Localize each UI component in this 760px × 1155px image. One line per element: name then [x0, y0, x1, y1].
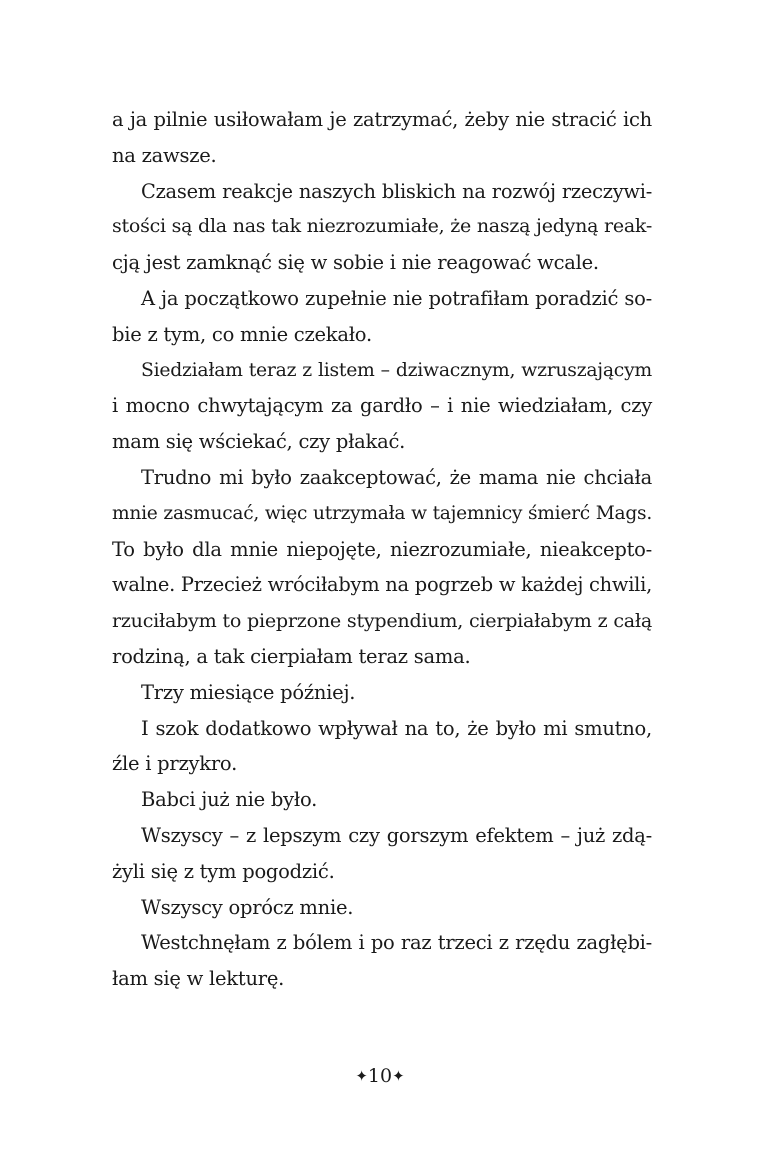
text-line: rzuciłabym to pieprzone stypendium, cierpiałabym z całą	[112, 609, 652, 633]
ornament-star-icon: ✦	[355, 1067, 368, 1085]
body-text	[112, 102, 652, 997]
text-line: A ja początkowo zupełnie nie potrafiłam poradzić so-	[141, 286, 652, 310]
text-line: Czasem reakcje naszych bliskich na rozwój rzeczywi-	[141, 179, 652, 203]
text-line: rodziną, a tak cierpiałam teraz sama.	[112, 644, 471, 668]
text-line: bie z tym, co mnie czekało.	[112, 322, 372, 346]
text-line: Siedziałam teraz z listem – dziwacznym, wzruszającym	[141, 359, 652, 381]
text-line: i mocno chwytającym za gardło – i nie wiedziałam, czy	[112, 394, 652, 418]
text-line: źle i przykro.	[112, 752, 238, 776]
text-line: a ja pilnie usiłowałam je zatrzymać, żeby nie stracić ich	[112, 108, 652, 131]
page-number: 10	[367, 1065, 393, 1087]
text-line: cją jest zamknąć się w sobie i nie reagować wcale.	[112, 251, 599, 275]
text-line: Wszyscy oprócz mnie.	[141, 895, 354, 919]
text-line: mam się wściekać, czy płakać.	[112, 430, 406, 454]
text-line: Trzy miesiące później.	[141, 680, 356, 704]
page-footer	[0, 1063, 760, 1089]
text-line: walne. Przecież wróciłabym na pogrzeb w każdej chwili,	[112, 573, 652, 597]
text-line: Trudno mi było zaakceptować, że mama nie chciała	[141, 465, 652, 489]
text-line: Wszyscy – z lepszym czy gorszym efektem – już zdą-	[141, 823, 652, 847]
text-line: mnie zasmucać, więc utrzymała w tajemnicy śmierć Mags.	[112, 502, 652, 524]
text-line: żyli się z tym pogodzić.	[112, 859, 335, 883]
text-line: łam się w lekturę.	[112, 967, 285, 991]
text-line: Westchnęłam z bólem i po raz trzeci z rzędu zagłębi-	[141, 931, 652, 955]
text-line: na zawsze.	[112, 143, 217, 167]
text-line: Babci już nie było.	[141, 788, 318, 812]
ornament-star-icon: ✦	[392, 1067, 405, 1085]
text-line: I szok dodatkowo wpływał na to, że było mi smutno,	[141, 716, 652, 740]
text-line: To było dla mnie niepojęte, niezrozumiałe, nieakcepto-	[112, 537, 652, 561]
text-line: stości są dla nas tak niezrozumiałe, że naszą jedyną reak-	[112, 215, 652, 238]
